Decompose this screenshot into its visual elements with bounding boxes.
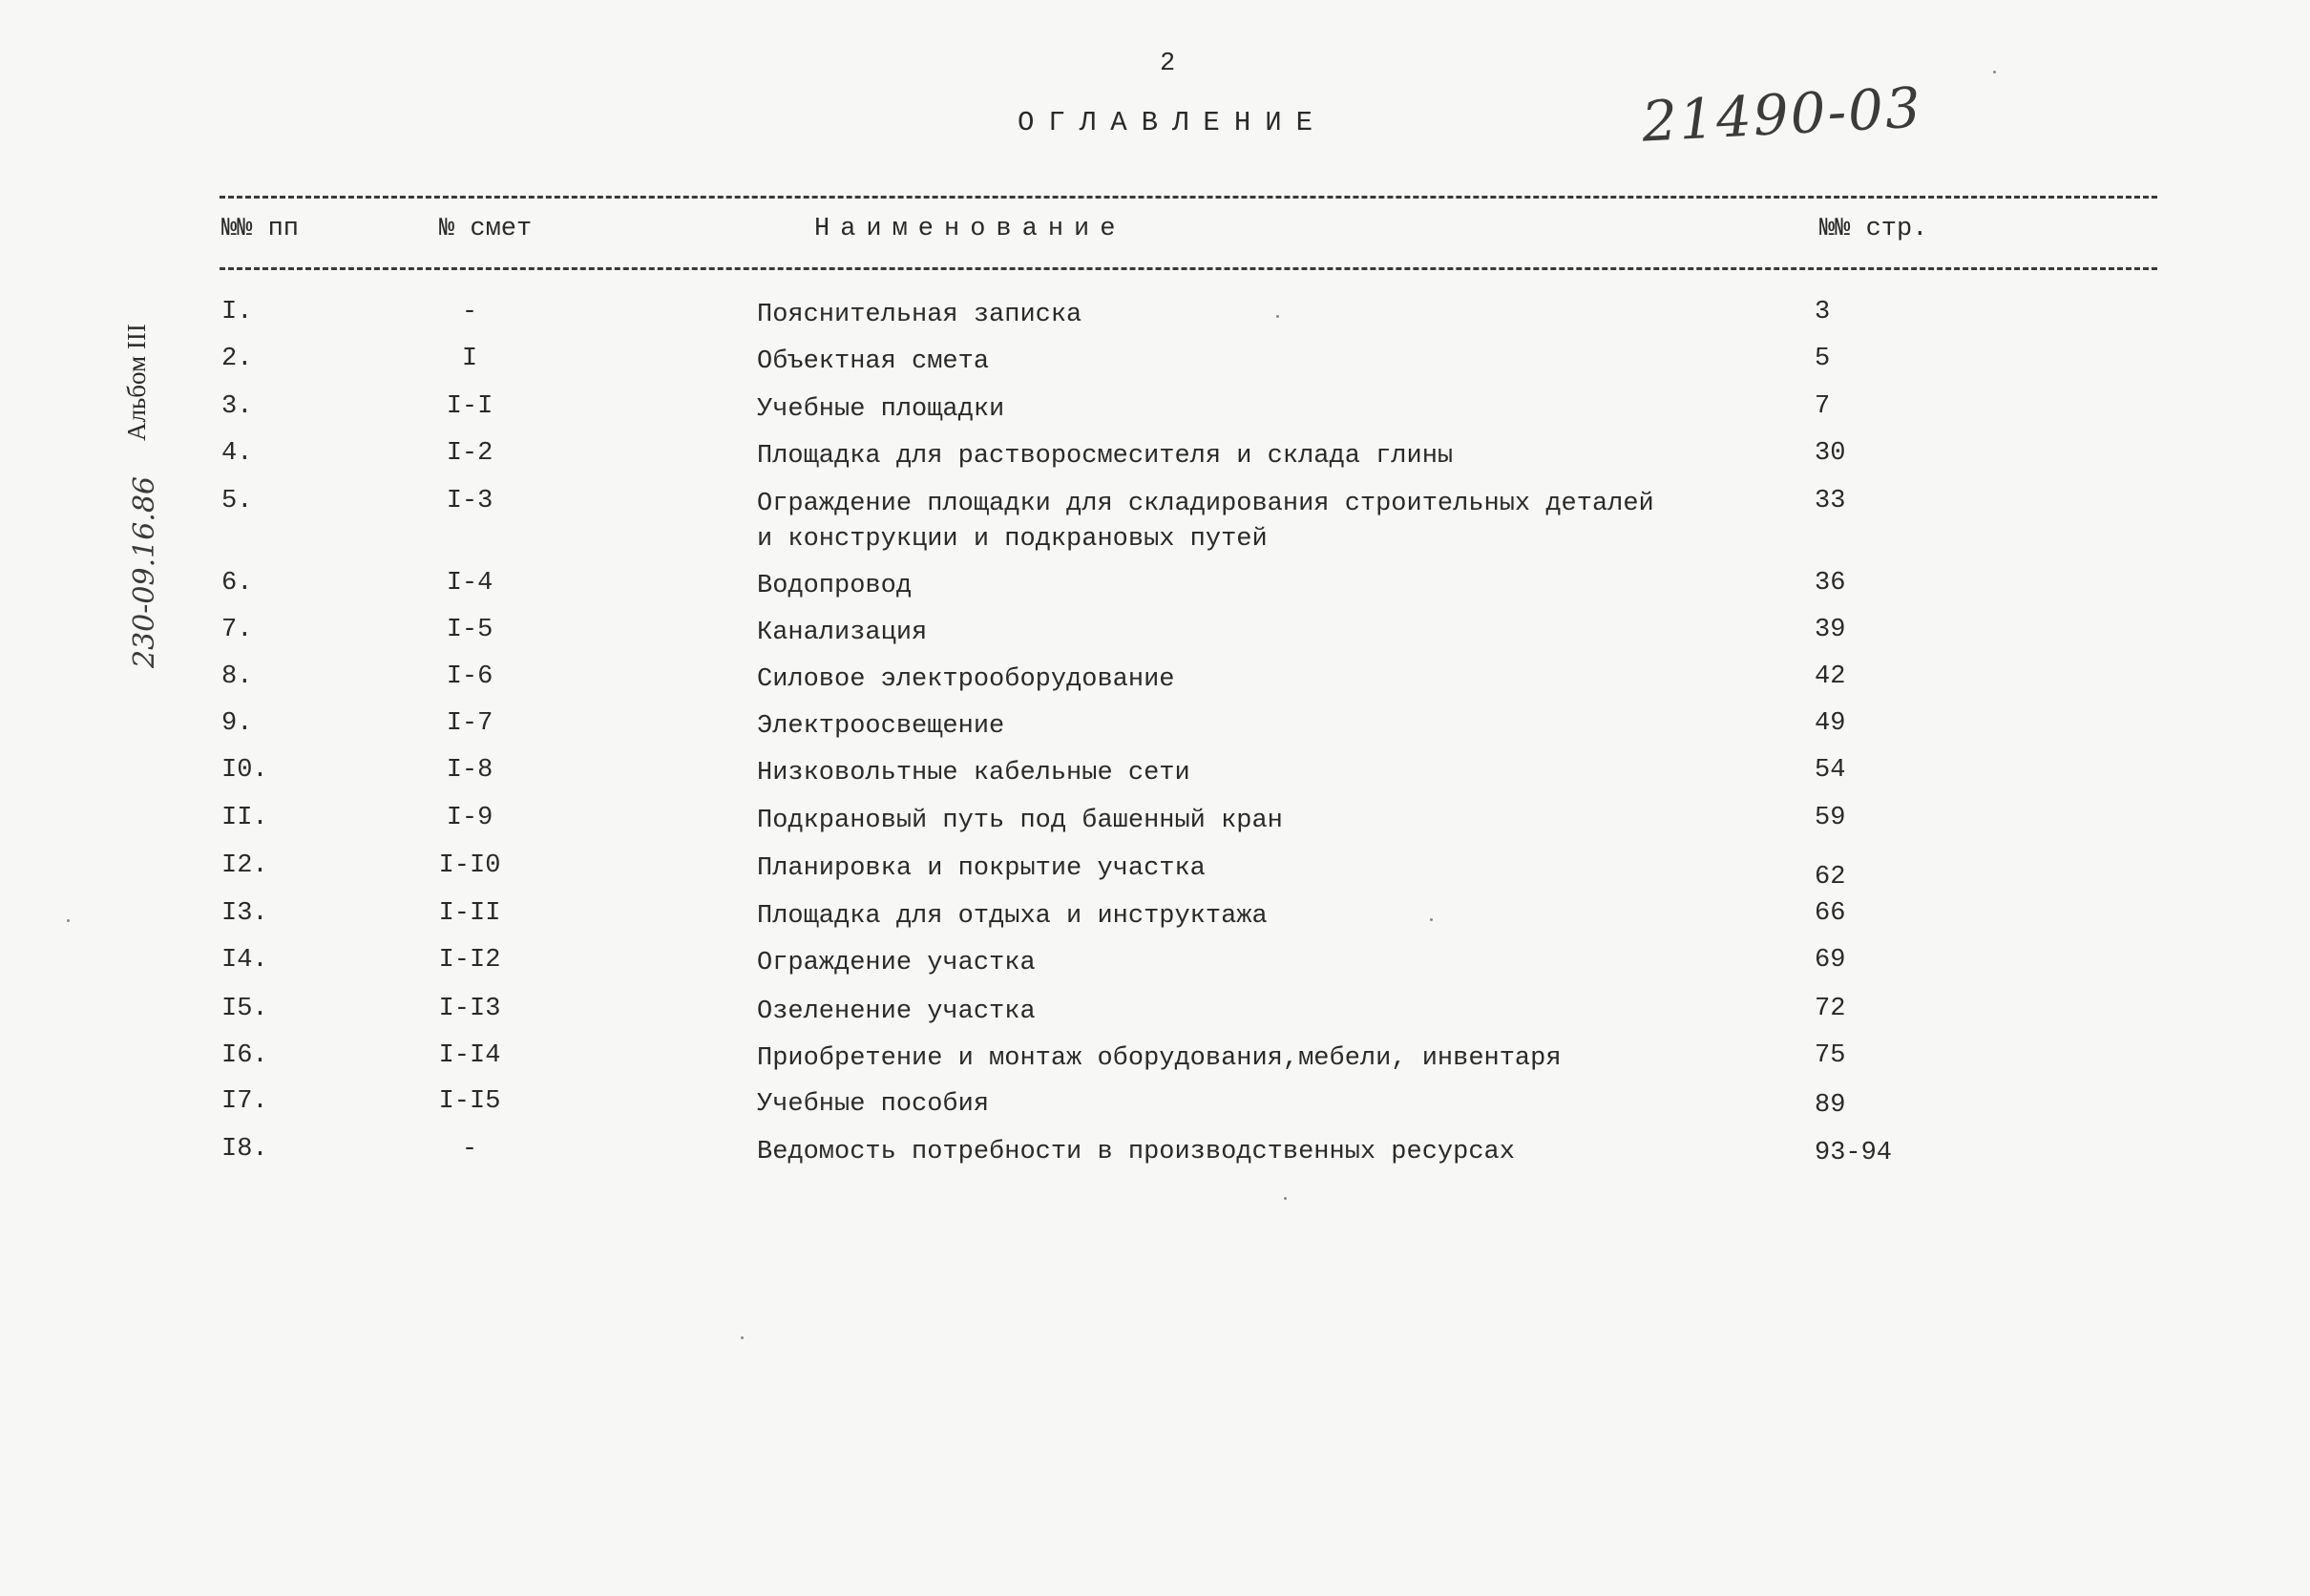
row-estimate: I-I5 [438,1087,501,1116]
row-name-line1: Ограждение площадки для складирования строительных деталей [757,490,1654,518]
row-name: Силовое электрооборудование [757,665,1175,694]
scan-speck [67,919,70,922]
margin-album-label: Альбом III [122,324,151,441]
row-name: Канализация [757,619,928,647]
row-estimate: I-I4 [438,1041,501,1070]
row-num: I5. [221,995,268,1023]
row-num: I0. [221,756,268,785]
row-num: 5. [221,487,253,515]
row-name: Приобретение и монтаж оборудования,мебели, инвентаря [757,1044,1562,1073]
row-name: Планировка и покрытие участка [757,854,1206,883]
row-estimate: I-7 [446,709,494,738]
row-estimate: I-6 [446,662,494,691]
row-page: 66 [1815,899,1846,928]
row-page: 62 [1815,863,1846,892]
row-page: 49 [1815,709,1846,738]
row-num: 4. [221,439,253,468]
row-page: 69 [1815,946,1846,975]
row-estimate: I [461,345,478,373]
scan-speck [1993,71,1996,74]
row-page: 3 [1815,298,1831,326]
row-estimate: I-II [438,899,501,928]
row-num: 9. [221,709,253,738]
row-page: 33 [1815,487,1846,515]
row-num: I4. [221,946,268,975]
row-page: 72 [1815,995,1846,1023]
row-page: 39 [1815,616,1846,644]
row-name: Учебные площадки [757,395,1005,424]
row-estimate: I-8 [446,756,494,785]
row-estimate: I-3 [446,487,494,515]
scan-speck [1284,1197,1287,1200]
row-estimate: - [461,1135,478,1164]
row-num: I. [221,298,253,326]
row-estimate: I-9 [446,804,494,832]
margin-handwritten-ref: 230-09.16.86 [128,476,161,668]
row-name: Озеленение участка [757,998,1036,1026]
row-num: 6. [221,569,253,598]
row-num: I8. [221,1135,268,1164]
row-name: Водопровод [757,572,913,600]
row-page: 89 [1815,1091,1846,1120]
header-num: №№ пп [221,215,300,243]
row-page: 75 [1815,1041,1846,1070]
row-name: Пояснительная записка [757,301,1082,329]
header-page: №№ стр. [1819,215,1928,243]
row-num: 3. [221,392,253,421]
row-name-line2: и конструкции и подкрановых путей [757,525,1268,554]
row-estimate: I-2 [446,439,494,468]
scan-speck [1430,918,1433,921]
row-num: 8. [221,662,253,691]
row-estimate: I-I2 [438,946,501,975]
row-num: I3. [221,899,268,928]
header-name: Наименование [814,215,1126,243]
row-page: 36 [1815,569,1846,598]
row-name: Площадка для растворосмесителя и склада глины [757,442,1454,471]
row-estimate: I-4 [446,569,494,598]
header-estimate: № смет [439,215,533,243]
row-estimate: I-I3 [438,995,501,1023]
row-name: Подкрановый путь под башенный кран [757,807,1283,835]
row-estimate: I-I0 [438,851,501,880]
scan-speck [741,1336,744,1339]
row-num: I2. [221,851,268,880]
row-num: I6. [221,1041,268,1070]
row-estimate: - [461,298,478,326]
row-name: Ведомость потребности в производственных ресурсах [757,1138,1515,1166]
row-num: II. [221,804,268,832]
row-num: 2. [221,345,253,373]
row-page: 42 [1815,662,1846,691]
row-name: Учебные пособия [757,1090,990,1119]
row-estimate: I-I [446,392,494,421]
table-top-rule [220,196,2157,199]
row-name: Ограждение участка [757,949,1036,977]
row-page: 30 [1815,439,1846,468]
row-name: Электроосвещение [757,712,1005,741]
row-estimate: I-5 [446,616,494,644]
row-name: Объектная смета [757,347,990,376]
row-name [757,487,1654,557]
row-page: 54 [1815,756,1846,785]
row-page: 93-94 [1815,1139,1893,1167]
row-page: 59 [1815,804,1846,832]
row-name: Низковольтные кабельные сети [757,759,1190,788]
page-number: 2 [1160,50,1176,78]
scan-speck [1276,315,1279,318]
handwritten-code: 21490-03 [1640,74,1924,155]
table-header-rule [220,267,2157,270]
row-page: 7 [1815,392,1831,421]
row-name: Площадка для отдыха и инструктажа [757,902,1268,931]
row-page: 5 [1815,345,1831,373]
document-title: ОГЛАВЛЕНИЕ [1018,107,1328,138]
row-num: 7. [221,616,253,644]
row-num: I7. [221,1087,268,1116]
